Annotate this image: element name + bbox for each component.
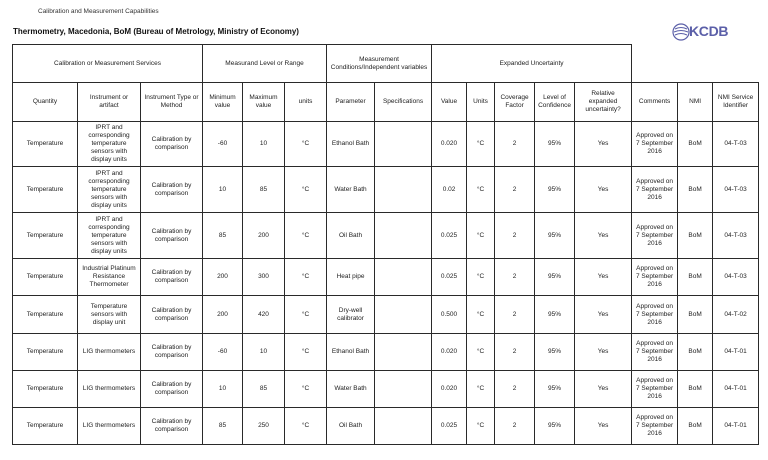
cell-comments: Approved on 7 September 2016	[632, 167, 678, 213]
cell-units: °C	[285, 296, 327, 334]
cell-units: °C	[285, 259, 327, 296]
col-parameter: Parameter	[327, 83, 375, 122]
cell-type: Calibration by comparison	[141, 408, 203, 445]
cell-max: 300	[243, 259, 285, 296]
cell-max: 420	[243, 296, 285, 334]
group-services: Calibration or Measurement Services	[13, 45, 203, 83]
cell-confidence: 95%	[535, 167, 575, 213]
cell-instrument: LIG thermometers	[78, 371, 141, 408]
cell-nmi: BoM	[678, 371, 713, 408]
col-value: Value	[432, 83, 467, 122]
cell-relative: Yes	[575, 167, 632, 213]
cell-unc-units: °C	[467, 334, 495, 371]
col-instrument: Instrument or artifact	[78, 83, 141, 122]
cell-nmi: BoM	[678, 296, 713, 334]
cell-min: 85	[203, 408, 243, 445]
cell-units: °C	[285, 122, 327, 167]
cell-parameter: Dry-well calibrator	[327, 296, 375, 334]
cell-comments: Approved on 7 September 2016	[632, 296, 678, 334]
cell-coverage: 2	[495, 122, 535, 167]
cell-min: 200	[203, 259, 243, 296]
cell-confidence: 95%	[535, 259, 575, 296]
cell-max: 200	[243, 213, 285, 259]
cell-min: 10	[203, 371, 243, 408]
cell-value: 0.020	[432, 122, 467, 167]
cell-comments: Approved on 7 September 2016	[632, 408, 678, 445]
cell-specs	[375, 408, 432, 445]
cell-units: °C	[285, 371, 327, 408]
cell-parameter: Water Bath	[327, 167, 375, 213]
table-row	[13, 122, 759, 167]
cell-min: 85	[203, 213, 243, 259]
table-row	[13, 408, 759, 445]
cell-service-id: 04-T-03	[713, 213, 759, 259]
cell-nmi: BoM	[678, 334, 713, 371]
cmc-table	[12, 44, 759, 445]
logo-text: KCDB	[689, 23, 729, 39]
cell-coverage: 2	[495, 259, 535, 296]
cell-specs	[375, 259, 432, 296]
cell-parameter: Ethanol Bath	[327, 122, 375, 167]
cell-relative: Yes	[575, 122, 632, 167]
cell-units: °C	[285, 334, 327, 371]
cell-comments: Approved on 7 September 2016	[632, 122, 678, 167]
cell-unc-units: °C	[467, 122, 495, 167]
cell-instrument: LIG thermometers	[78, 408, 141, 445]
col-comments: Comments	[632, 83, 678, 122]
cell-service-id: 04-T-03	[713, 122, 759, 167]
cell-parameter: Heat pipe	[327, 259, 375, 296]
cell-relative: Yes	[575, 408, 632, 445]
group-uncertainty: Expanded Uncertainty	[432, 45, 632, 83]
cell-parameter: Ethanol Bath	[327, 334, 375, 371]
cell-quantity: Temperature	[13, 259, 78, 296]
cell-specs	[375, 334, 432, 371]
cell-coverage: 2	[495, 296, 535, 334]
cell-confidence: 95%	[535, 334, 575, 371]
cell-max: 10	[243, 122, 285, 167]
cell-quantity: Temperature	[13, 213, 78, 259]
group-header-row	[13, 45, 759, 83]
group-measurand: Measurand Level or Range	[203, 45, 327, 83]
cell-coverage: 2	[495, 167, 535, 213]
cell-confidence: 95%	[535, 408, 575, 445]
cell-service-id: 04-T-03	[713, 167, 759, 213]
column-header-row	[13, 83, 759, 122]
col-units: units	[285, 83, 327, 122]
cell-parameter: Water Bath	[327, 371, 375, 408]
cell-instrument: Industrial Platinum Resistance Thermometer	[78, 259, 141, 296]
cell-unc-units: °C	[467, 371, 495, 408]
cell-specs	[375, 122, 432, 167]
cell-min: 10	[203, 167, 243, 213]
cell-coverage: 2	[495, 371, 535, 408]
col-max: Maximum value	[243, 83, 285, 122]
cell-value: 0.025	[432, 213, 467, 259]
cell-nmi: BoM	[678, 213, 713, 259]
cell-quantity: Temperature	[13, 296, 78, 334]
cell-type: Calibration by comparison	[141, 167, 203, 213]
cell-unc-units: °C	[467, 167, 495, 213]
cell-relative: Yes	[575, 213, 632, 259]
cell-specs	[375, 167, 432, 213]
cell-value: 0.020	[432, 371, 467, 408]
cell-unc-units: °C	[467, 259, 495, 296]
cell-relative: Yes	[575, 371, 632, 408]
table-row	[13, 296, 759, 334]
cell-value: 0.02	[432, 167, 467, 213]
cell-type: Calibration by comparison	[141, 213, 203, 259]
cell-instrument: Temperature sensors with display unit	[78, 296, 141, 334]
cell-parameter: Oil Bath	[327, 213, 375, 259]
cell-specs	[375, 371, 432, 408]
group-blank	[632, 45, 759, 83]
cell-confidence: 95%	[535, 296, 575, 334]
cell-comments: Approved on 7 September 2016	[632, 213, 678, 259]
cell-min: -60	[203, 334, 243, 371]
col-relative: Relative expanded uncertainty?	[575, 83, 632, 122]
cell-service-id: 04-T-01	[713, 408, 759, 445]
table-row	[13, 167, 759, 213]
cell-confidence: 95%	[535, 371, 575, 408]
cell-type: Calibration by comparison	[141, 334, 203, 371]
cell-nmi: BoM	[678, 122, 713, 167]
cell-nmi: BoM	[678, 259, 713, 296]
cell-instrument: IPRT and corresponding temperature sensors with display units	[78, 167, 141, 213]
cell-units: °C	[285, 213, 327, 259]
page-caption: Calibration and Measurement Capabilities	[38, 8, 159, 15]
cell-max: 85	[243, 167, 285, 213]
col-confidence: Level of Confidence	[535, 83, 575, 122]
page-title: Thermometry, Macedonia, BoM (Bureau of Metrology, Ministry of Economy)	[13, 27, 299, 36]
col-nmi: NMI	[678, 83, 713, 122]
col-specs: Specifications	[375, 83, 432, 122]
cell-max: 10	[243, 334, 285, 371]
cell-relative: Yes	[575, 259, 632, 296]
table-row	[13, 334, 759, 371]
cell-quantity: Temperature	[13, 408, 78, 445]
cell-max: 85	[243, 371, 285, 408]
cell-comments: Approved on 7 September 2016	[632, 259, 678, 296]
table-row	[13, 259, 759, 296]
cell-unc-units: °C	[467, 296, 495, 334]
cell-relative: Yes	[575, 296, 632, 334]
cell-type: Calibration by comparison	[141, 296, 203, 334]
cell-min: 200	[203, 296, 243, 334]
col-quantity: Quantity	[13, 83, 78, 122]
cell-max: 250	[243, 408, 285, 445]
cell-value: 0.500	[432, 296, 467, 334]
col-type: Instrument Type or Method	[141, 83, 203, 122]
cell-coverage: 2	[495, 213, 535, 259]
cell-instrument: IPRT and corresponding temperature sensors with display units	[78, 213, 141, 259]
cell-unc-units: °C	[467, 213, 495, 259]
table-row	[13, 371, 759, 408]
cell-specs	[375, 296, 432, 334]
col-coverage: Coverage Factor	[495, 83, 535, 122]
cell-service-id: 04-T-03	[713, 259, 759, 296]
cell-relative: Yes	[575, 334, 632, 371]
cell-service-id: 04-T-01	[713, 334, 759, 371]
col-service-id: NMI Service Identifier	[713, 83, 759, 122]
cell-specs	[375, 213, 432, 259]
cell-service-id: 04-T-02	[713, 296, 759, 334]
col-min: Minimum value	[203, 83, 243, 122]
cell-value: 0.020	[432, 334, 467, 371]
cell-value: 0.025	[432, 408, 467, 445]
cell-comments: Approved on 7 September 2016	[632, 334, 678, 371]
cell-parameter: Oil Bath	[327, 408, 375, 445]
cell-nmi: BoM	[678, 167, 713, 213]
cell-comments: Approved on 7 September 2016	[632, 371, 678, 408]
cell-confidence: 95%	[535, 213, 575, 259]
cell-value: 0.025	[432, 259, 467, 296]
cell-coverage: 2	[495, 408, 535, 445]
cell-quantity: Temperature	[13, 122, 78, 167]
cell-unc-units: °C	[467, 408, 495, 445]
cell-quantity: Temperature	[13, 334, 78, 371]
col-unc-units: Units	[467, 83, 495, 122]
cell-quantity: Temperature	[13, 371, 78, 408]
cell-instrument: IPRT and corresponding temperature sensors with display units	[78, 122, 141, 167]
cell-quantity: Temperature	[13, 167, 78, 213]
cell-type: Calibration by comparison	[141, 371, 203, 408]
cell-type: Calibration by comparison	[141, 259, 203, 296]
group-conditions: Measurement Conditions/Independent variables	[327, 45, 432, 83]
cell-units: °C	[285, 167, 327, 213]
cell-min: -60	[203, 122, 243, 167]
cell-type: Calibration by comparison	[141, 122, 203, 167]
cell-instrument: LIG thermometers	[78, 334, 141, 371]
cell-coverage: 2	[495, 334, 535, 371]
cell-nmi: BoM	[678, 408, 713, 445]
cell-confidence: 95%	[535, 122, 575, 167]
cell-service-id: 04-T-01	[713, 371, 759, 408]
cell-units: °C	[285, 408, 327, 445]
table-row	[13, 213, 759, 259]
